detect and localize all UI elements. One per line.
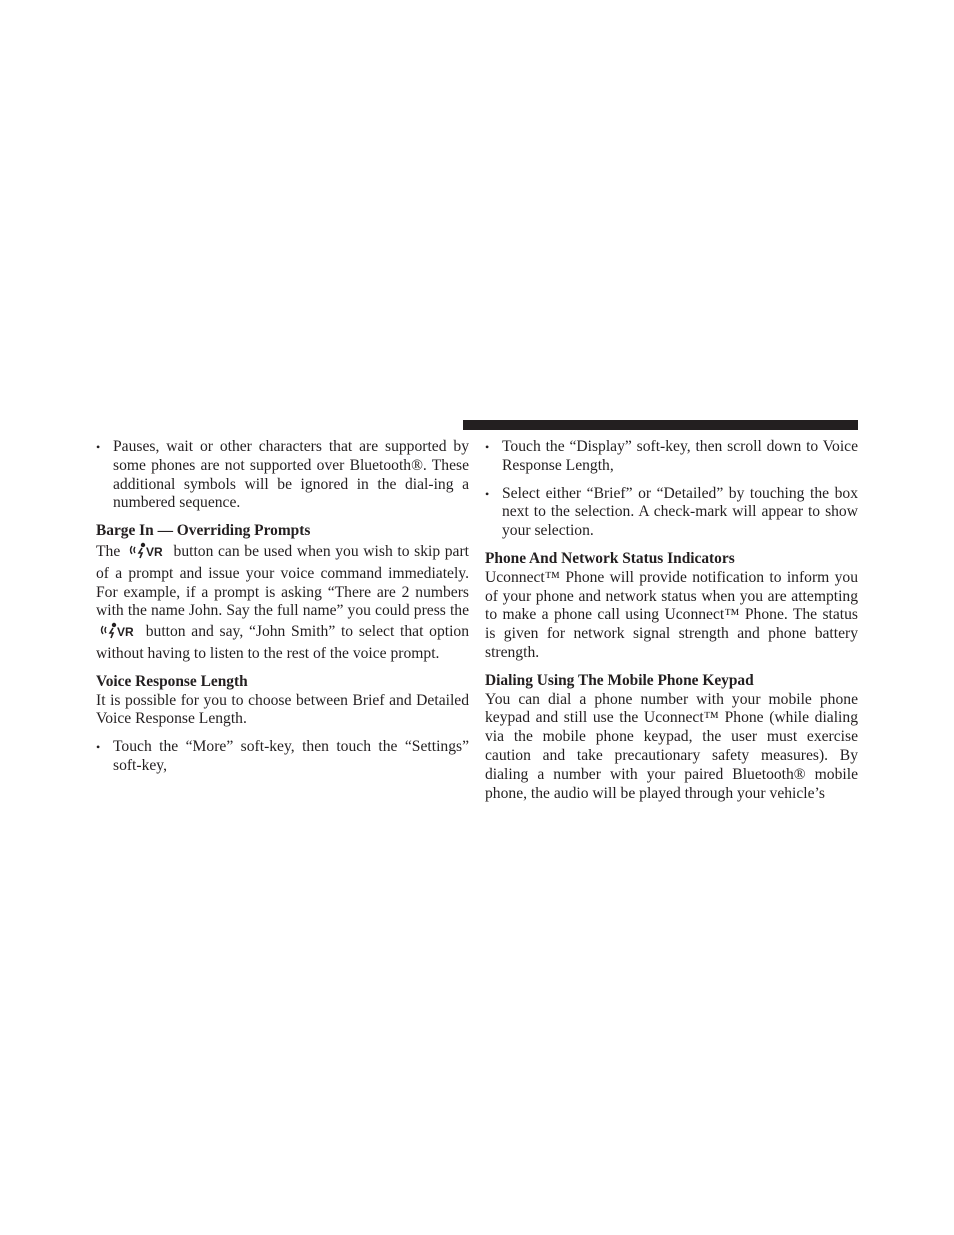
bullet-text: Touch the “More” soft-key, then touch the “Settings” soft-key, [113, 738, 469, 774]
bullet-item [96, 438, 469, 513]
voice-recognition-button-icon [128, 541, 166, 565]
right-column [485, 438, 858, 803]
voice-response-paragraph: It is possible for you to choose between Brief and Detailed Voice Response Length. [96, 691, 469, 728]
bullet-item [96, 738, 469, 776]
left-column [96, 438, 469, 785]
barge-in-paragraph: The VR button can be used when you wish to skip part of a prompt and issue your voice command immediately. For example, if a prompt is asking “There are 2 numbers with the name John. Say the full name” you could press the VR button and say, “John Smith” to select that option without having to listen to the rest of the voice prompt. [96, 542, 470, 662]
dialing-keypad-paragraph: You can dial a phone number with your mobile phone keypad and still use the Uconnect™ Phone (while dialing via the mobile phone keypad, the user must exercise caution and take precautionary safety measures). By dialing a number with your paired Bluetooth® mobile phone, the audio will be played through your vehicle’s [485, 690, 858, 802]
bullet-text: Pauses, wait or other characters that are supported by some phones are not supported over Bluetooth®. These additional symbols will be ignored in the dial-ing a numbered sequence. [113, 438, 469, 512]
barge-in-heading: Barge In — Overriding Prompts [96, 522, 311, 540]
bullet-dot: • [96, 740, 101, 755]
bullet-dot: • [485, 486, 490, 501]
bullet-item [485, 438, 858, 476]
section-rule-bar [463, 420, 858, 430]
bullet-text: Touch the “Display” soft-key, then scroll down to Voice Response Length, [502, 438, 858, 474]
bullet-dot: • [96, 440, 101, 454]
status-indicators-heading: Phone And Network Status Indicators [485, 549, 735, 567]
status-indicators-paragraph: Uconnect™ Phone will provide notification to inform you of your phone and network status when you are attempting to make a phone call using Uconnect™ Phone. The status is given for network signal strength and phone battery strength. [485, 568, 858, 661]
bullet-item [485, 485, 858, 541]
svg-text:VR: VR [117, 625, 134, 640]
bullet-dot: • [485, 440, 490, 454]
dialing-keypad-heading: Dialing Using The Mobile Phone Keypad [485, 671, 754, 689]
svg-text:VR: VR [145, 544, 163, 559]
bullet-text: Select either “Brief” or “Detailed” by touching the box next to the selection. A check-mark will appear to show your selection. [502, 484, 858, 540]
voice-recognition-button-icon [99, 621, 137, 645]
voice-response-heading: Voice Response Length [96, 672, 248, 690]
